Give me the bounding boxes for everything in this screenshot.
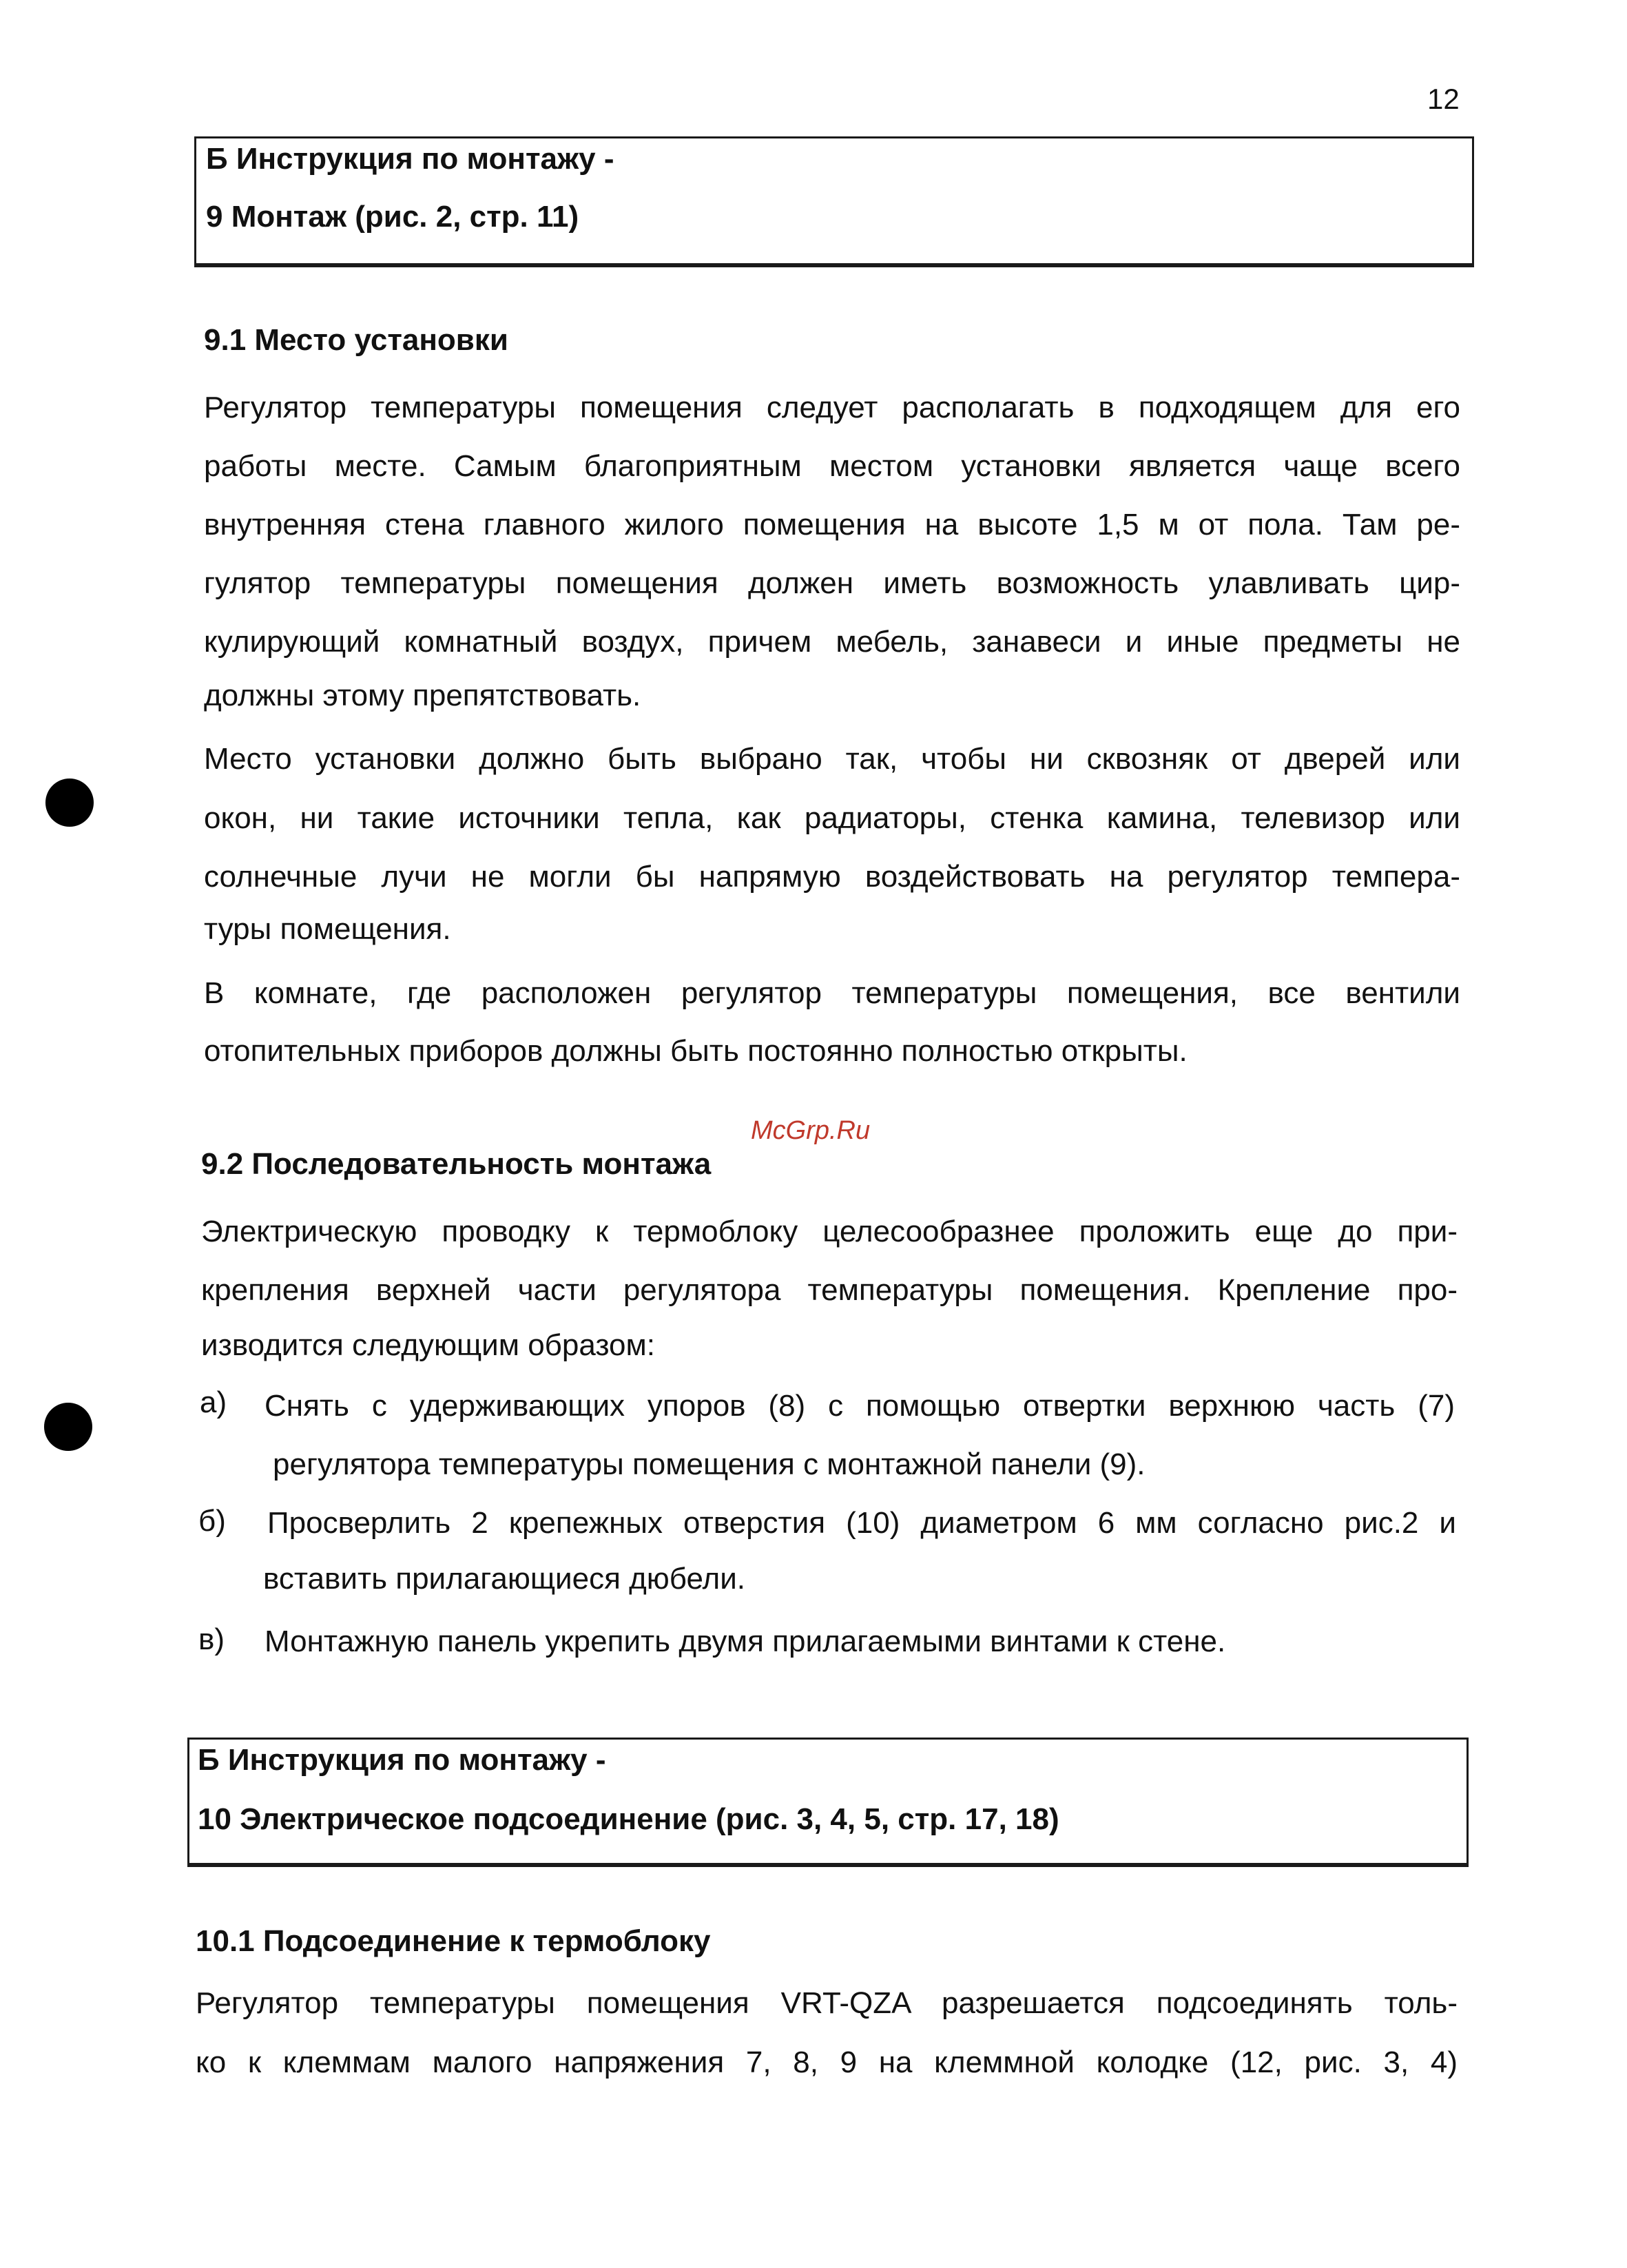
page-number: 12 — [1427, 83, 1460, 115]
list-item-line: Снять с удерживающих упоров (8) с помощью отвертки верхнюю часть (7) — [265, 1389, 1455, 1423]
watermark-text: McGrp.Ru — [751, 1116, 871, 1145]
section-heading-10-1: 10.1 Подсоединение к термоблоку — [196, 1924, 711, 1958]
list-item-line: вставить прилагающиеся дюбели. — [263, 1562, 746, 1596]
paragraph-line: гулятор температуры помещения должен иметь возможность улавливать цир- — [204, 566, 1460, 600]
list-item-marker: в) — [198, 1622, 225, 1656]
box-title-line-1: Б Инструкция по монтажу - — [206, 142, 614, 176]
list-item-marker: б) — [198, 1504, 226, 1538]
box-title-line-2: 10 Электрическое подсоединение (рис. 3, 4, 5, стр. 17, 18) — [198, 1802, 1059, 1836]
paragraph-line: изводится следующим образом: — [201, 1328, 655, 1362]
paragraph-line: туры помещения. — [204, 912, 451, 946]
section-heading-9-2: 9.2 Последовательность монтажа — [201, 1147, 712, 1181]
bullet-mark-upper — [45, 779, 94, 827]
paragraph-line: Регулятор температуры помещения VRT-QZA разрешается подсоединять толь- — [196, 1986, 1458, 2020]
paragraph-line: внутренняя стена главного жилого помещения на высоте 1,5 м от пола. Там ре- — [204, 508, 1460, 542]
paragraph-line: Регулятор температуры помещения следует располагать в подходящем для его — [204, 391, 1460, 424]
box-title-line-2: 9 Монтаж (рис. 2, стр. 11) — [206, 200, 579, 234]
list-item-line: Просверлить 2 крепежных отверстия (10) диаметром 6 мм согласно рис.2 и — [267, 1506, 1456, 1540]
section-header-box-10 — [187, 1738, 1469, 1867]
paragraph-line: ко к клеммам малого напряжения 7, 8, 9 на клеммной колодке (12, рис. 3, 4) — [196, 2045, 1458, 2079]
list-item-line: регулятора температуры помещения с монтажной панели (9). — [273, 1447, 1146, 1481]
list-item-line: Монтажную панель укрепить двумя прилагаемыми винтами к стене. — [265, 1625, 1226, 1658]
paragraph-line: крепления верхней части регулятора температуры помещения. Крепление про- — [201, 1273, 1458, 1307]
paragraph-line: В комнате, где расположен регулятор температуры помещения, все вентили — [204, 976, 1460, 1010]
bullet-mark-lower — [44, 1403, 92, 1451]
section-header-box-9 — [194, 136, 1474, 267]
paragraph-line: солнечные лучи не могли бы напрямую воздействовать на регулятор темпера- — [204, 860, 1460, 894]
paragraph-line: окон, ни такие источники тепла, как радиаторы, стенка камина, телевизор или — [204, 801, 1460, 835]
paragraph-line: Место установки должно быть выбрано так, чтобы ни сквозняк от дверей или — [204, 742, 1460, 776]
list-item-marker: а) — [200, 1385, 227, 1419]
box-title-line-1: Б Инструкция по монтажу - — [198, 1743, 606, 1777]
paragraph-line: работы месте. Самым благоприятным местом установки является чаще всего — [204, 449, 1460, 483]
paragraph-line: Электрическую проводку к термоблоку целесообразнее проложить еще до при- — [201, 1215, 1458, 1248]
paragraph-line: должны этому препятствовать. — [204, 679, 641, 712]
section-heading-9-1: 9.1 Место установки — [204, 323, 508, 357]
paragraph-line: отопительных приборов должны быть постоянно полностью открыты. — [204, 1034, 1188, 1068]
paragraph-line: кулирующий комнатный воздух, причем мебель, занавеси и иные предметы не — [204, 625, 1460, 659]
